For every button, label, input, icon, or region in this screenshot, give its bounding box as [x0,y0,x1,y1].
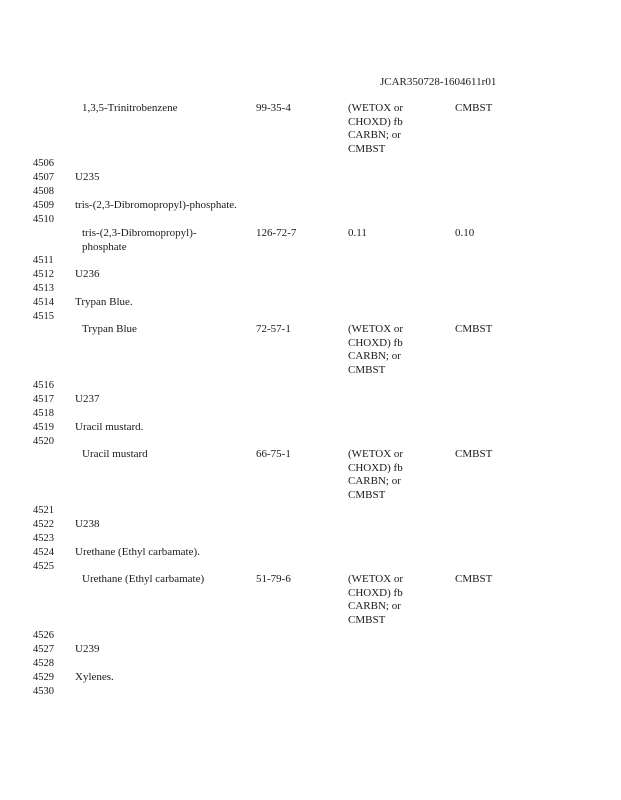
standard-line: CHOXD) fb [348,461,403,474]
standard-line: CMBST [348,142,386,155]
line-number: 4524 [33,547,54,558]
line-number: 4506 [33,158,54,169]
standard-line: 0.11 [348,227,367,239]
cas-number: 51-79-6 [256,573,291,585]
line-number: 4511 [33,255,54,266]
line-number: 4528 [33,658,54,669]
wastewater-standard [348,323,438,377]
cas-number: 66-75-1 [256,448,291,460]
waste-code: U236 [75,268,100,280]
standard-line: CHOXD) fb [348,586,403,599]
standard-line: CARBN; or [348,350,401,362]
wastewater-standard [348,227,438,241]
line-number: 4519 [33,422,54,433]
constituent-name: Uracil mustard [82,448,148,460]
line-number: 4521 [33,505,54,516]
cas-number: 126-72-7 [256,227,297,239]
standard-line: CARBN; or [348,600,401,612]
line-number: 4510 [33,214,54,225]
cas-number: 72-57-1 [256,323,291,335]
standard-line: (WETOX or [348,573,404,585]
line-number: 4513 [33,283,54,294]
waste-code: U238 [75,518,100,530]
waste-code: U235 [75,171,100,183]
constituent-name: Trypan Blue [82,323,137,335]
constituent-name [82,227,197,254]
nonwastewater-standard: CMBST [455,573,493,585]
line-number: 4507 [33,172,54,183]
wastewater-standard [348,573,438,627]
line-number: 4514 [33,297,54,308]
line-number: 4512 [33,269,54,280]
standard-line: CARBN; or [348,129,401,141]
standard-line: CARBN; or [348,475,401,487]
constituent-name-line: tris-(2,3-Dibromopropyl)- [82,227,197,239]
nonwastewater-standard: CMBST [455,448,493,460]
standard-line: (WETOX or [348,102,404,114]
constituent-name: Urethane (Ethyl carbamate) [82,573,205,585]
section-heading: Trypan Blue. [75,296,133,308]
standard-line: CHOXD) fb [348,336,403,349]
nonwastewater-standard: 0.10 [455,227,475,239]
line-number: 4518 [33,408,54,419]
line-number: 4517 [33,394,54,405]
standard-line: CHOXD) fb [348,115,403,128]
section-heading: Urethane (Ethyl carbamate). [75,546,200,558]
document-id: JCAR350728-1604611r01 [380,76,497,88]
nonwastewater-standard: CMBST [455,102,493,114]
line-number: 4516 [33,380,54,391]
cas-number: 99-35-4 [256,102,291,114]
section-heading: Xylenes. [75,671,114,683]
line-number: 4530 [33,686,54,697]
standard-line: (WETOX or [348,323,404,335]
line-number: 4520 [33,436,54,447]
standard-line: CMBST [348,363,386,376]
wastewater-standard [348,448,438,502]
line-number: 4509 [33,200,54,211]
constituent-name-line: phosphate [82,240,127,253]
wastewater-standard [348,102,438,156]
line-number: 4523 [33,533,54,544]
line-number: 4525 [33,561,54,572]
nonwastewater-standard: CMBST [455,323,493,335]
waste-code: U239 [75,643,100,655]
waste-code: U237 [75,393,100,405]
section-heading: Uracil mustard. [75,421,144,433]
section-heading: tris-(2,3-Dibromopropyl)-phosphate. [75,199,237,211]
line-number: 4515 [33,311,54,322]
standard-line: CMBST [348,488,386,501]
line-number: 4526 [33,630,54,641]
line-number: 4529 [33,672,54,683]
standard-line: CMBST [348,613,386,626]
line-number: 4508 [33,186,54,197]
line-number: 4527 [33,644,54,655]
standard-line: (WETOX or [348,448,404,460]
line-number: 4522 [33,519,54,530]
constituent-name: 1,3,5-Trinitrobenzene [82,102,178,114]
